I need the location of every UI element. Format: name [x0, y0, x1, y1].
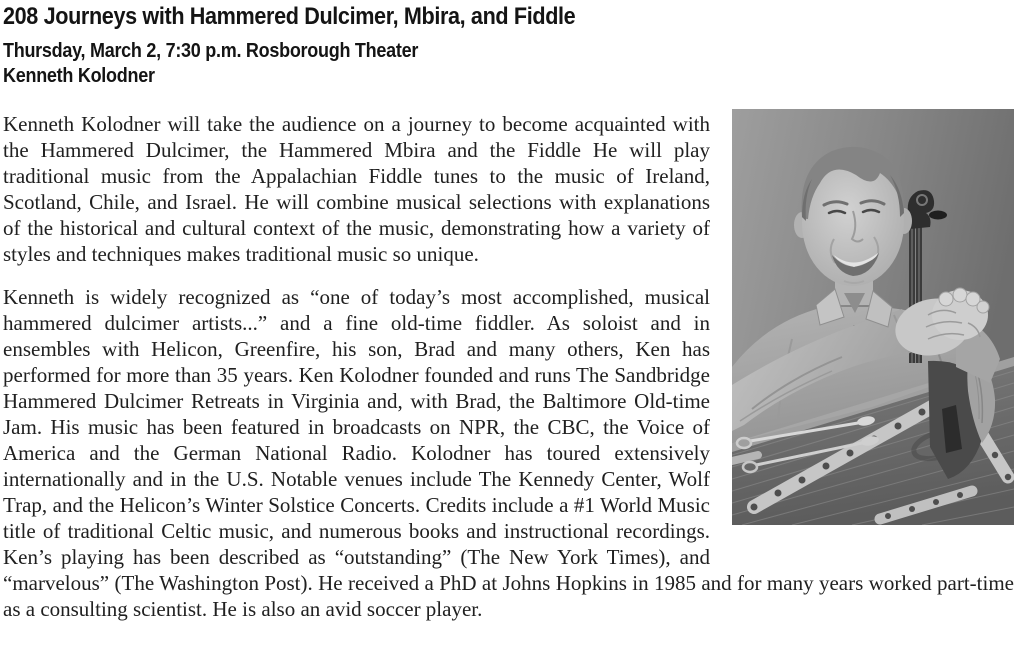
session-description: [3, 111, 1014, 622]
performer-photo: [732, 109, 1014, 525]
session-presenter: Kenneth Kolodner: [3, 65, 155, 87]
session-title: 208 Journeys with Hammered Dulcimer, Mbira, and Fiddle: [3, 3, 576, 30]
session-datetime-venue: Thursday, March 2, 7:30 p.m. Rosborough Theater: [3, 40, 419, 62]
session-header: [3, 3, 1014, 89]
description-paragraph-2: Kenneth is widely recognized as “one of today’s most accomplished, musical hammered dulcimer artists...” and a fine old-time fiddler. As soloist and in ensembles with Helicon, Greenfire, his son, Brad and many others, Ken has performed for more than 35 years. Ken Kolodner founded and runs The Sandbridge Hammered Dulcimer Retreats in Virginia and, with Brad, the Baltimore Old-time Jam. His music has been featured in broadcasts on NPR, the CBC, the Voice of America and the German National Radio. Kolodner has toured extensively internationally and in the U.S. Notable venues include The Kennedy Center, Wolf Trap, and the Helicon’s Winter Solstice Concerts. Credits include a #1 World Music title of traditional Celtic music, and numerous books and instructional recordings. Ken’s playing has been described as “outstanding” (The New York Times), and “marvelous” (The Washington Post). He received a PhD at Johns Hopkins in 1985 and for many years worked part-time as a consulting scientist. He is also an avid soccer player.: [3, 285, 1014, 621]
performer-photo-graphic: [732, 109, 1014, 525]
description-paragraph-1: Kenneth Kolodner will take the audience on a journey to become acquainted with the Hammered Dulcimer, the Hammered Mbira and the Fiddle He will play traditional music from the Appalachian Fiddle tunes to the music of Ireland, Scotland, Chile, and Israel. He will combine musical selections with explanations of the historical and cultural context of the music, demonstrating how a variety of styles and techniques makes traditional music so unique.: [3, 112, 710, 266]
fiddle-peg-right: [929, 211, 947, 220]
